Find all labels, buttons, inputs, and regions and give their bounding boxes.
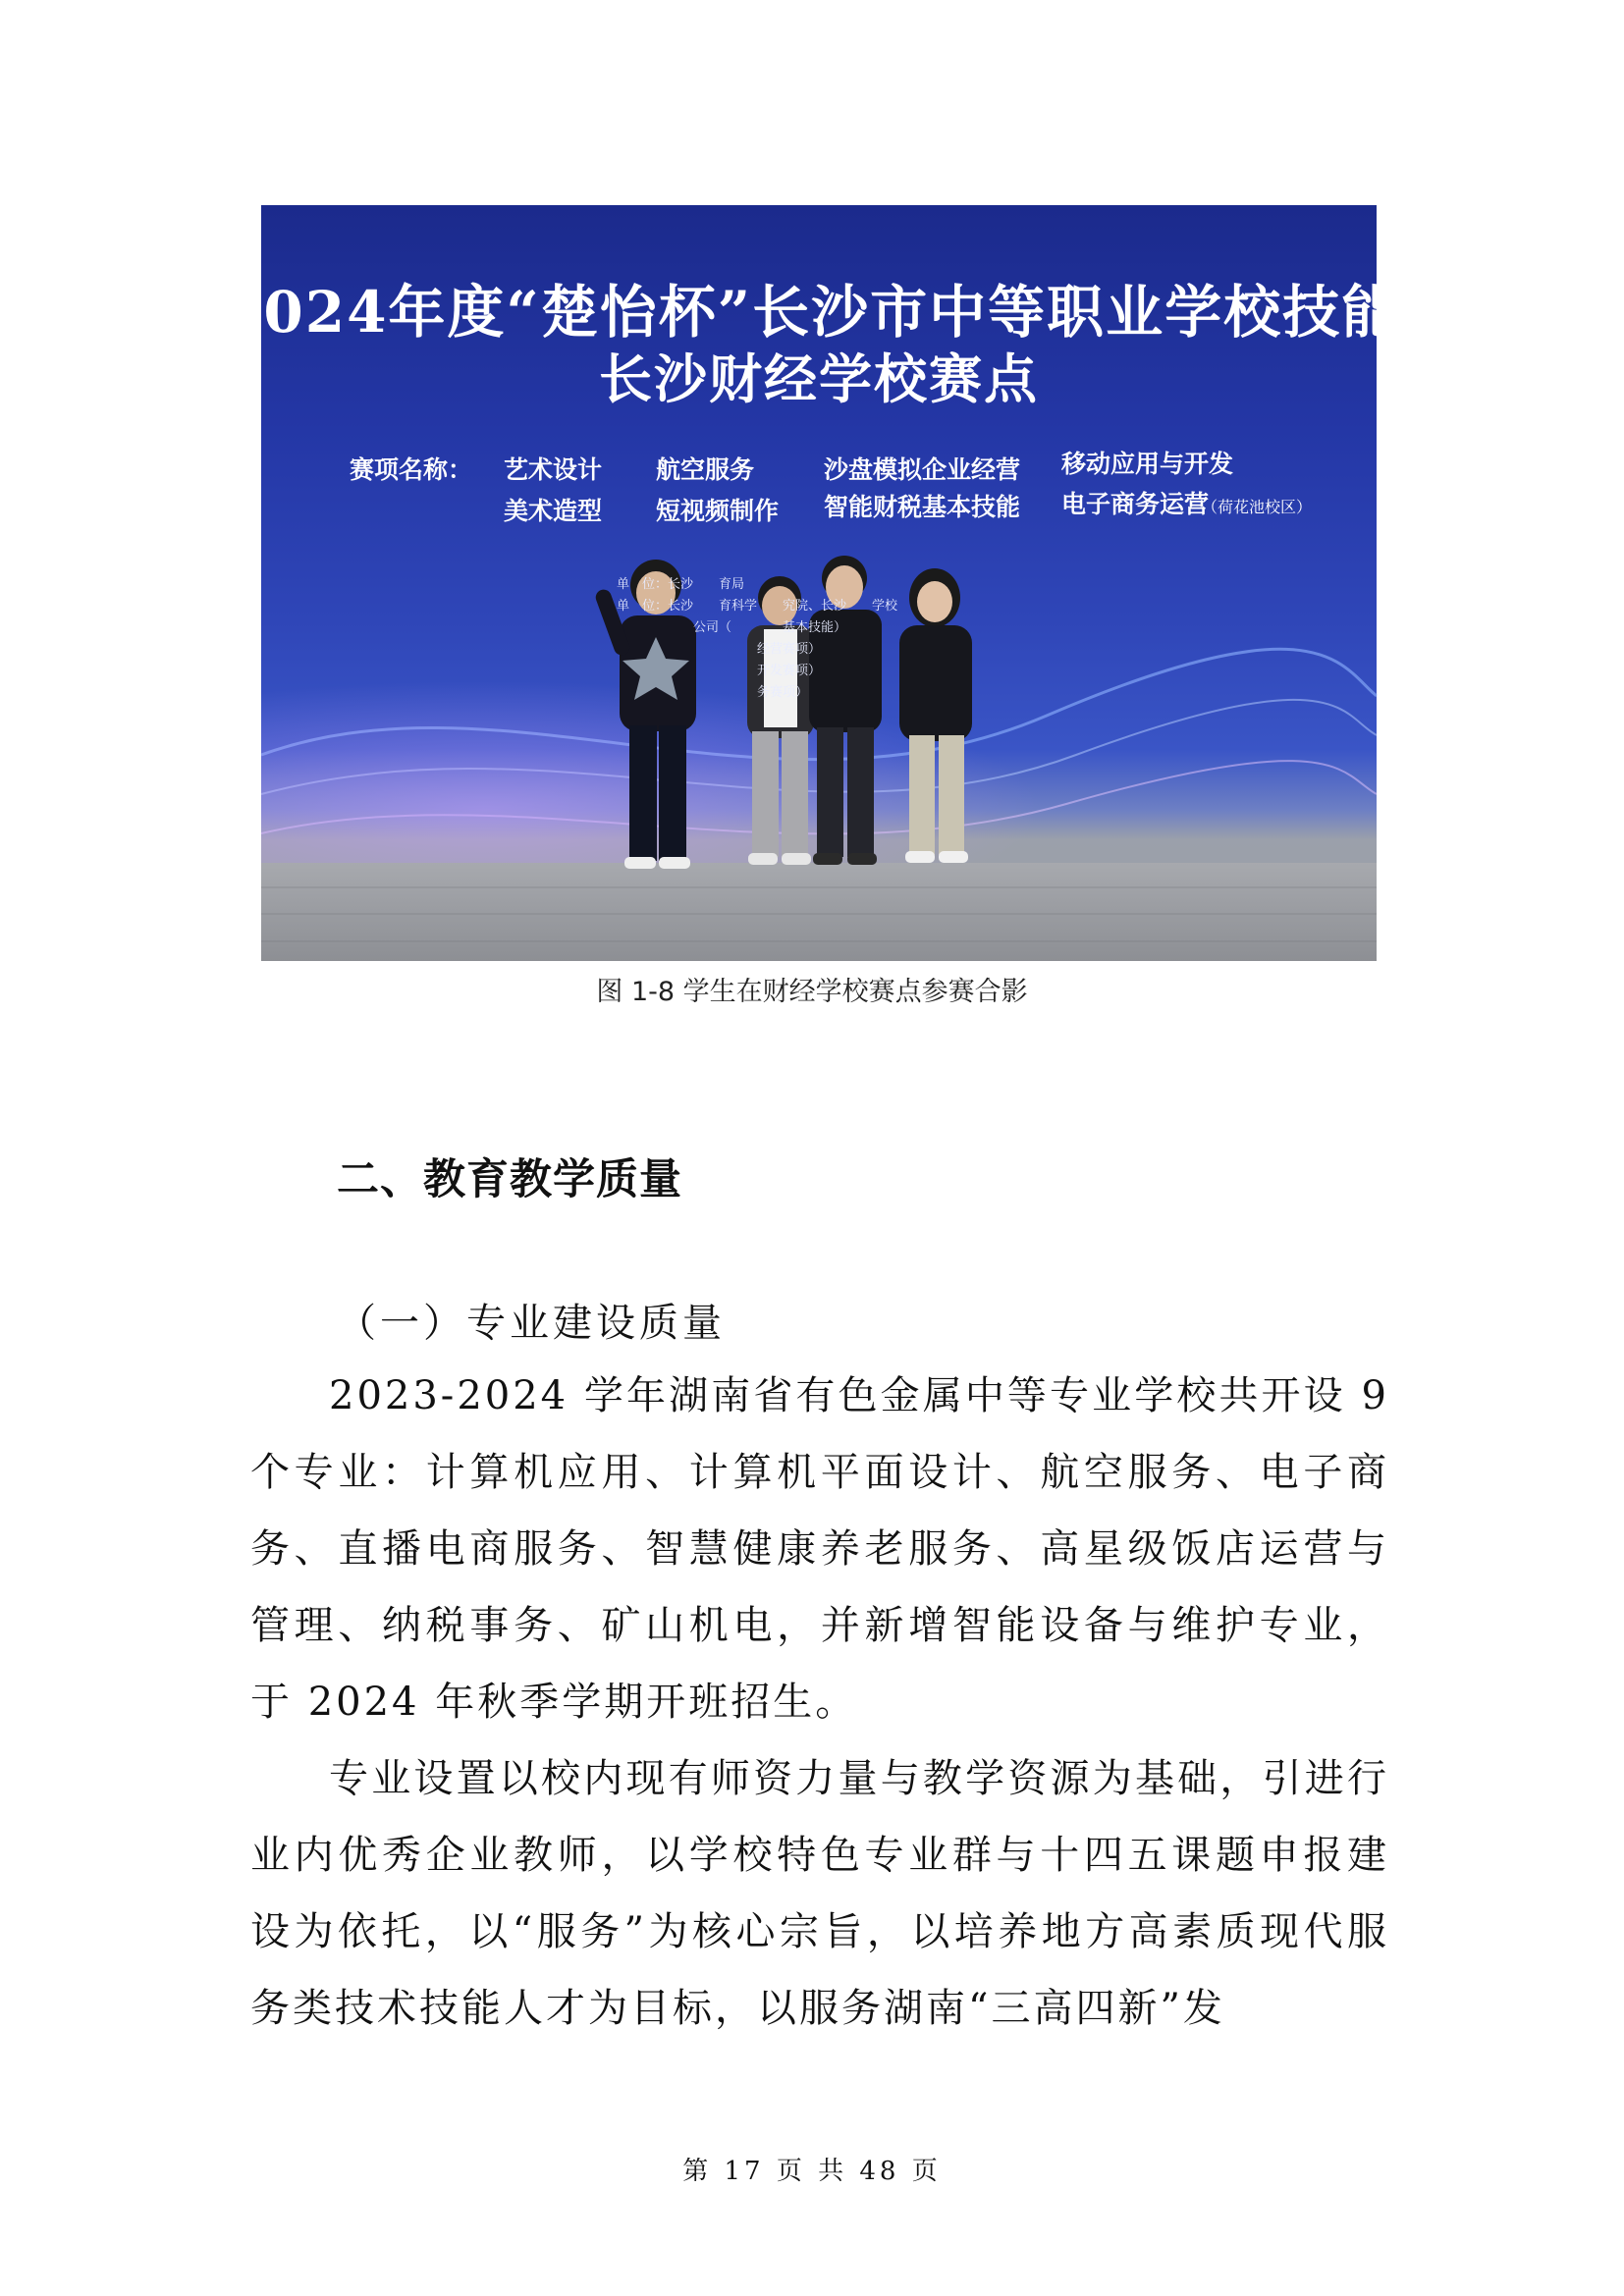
- section-title: 二、教育教学质量: [337, 1155, 682, 1204]
- event-item: 智能财税基本技能: [824, 493, 1021, 521]
- organizer-line: 开发赛项）: [617, 664, 822, 678]
- event-item: 移动应用与开发: [1061, 450, 1234, 478]
- body-paragraph: 2023-2024 学年湖南省有色金属中等专业学校共开设 9 个专业：计算机应用、计算机平面设计、航空服务、电子商务、直播电商服务、智慧健康养老服务、高星级饭店运营与管理、纳税事务、矿山机电，并新增智能设备与维护专业，于 2024 年秋季学期开班招生。: [250, 1373, 1389, 1725]
- organizer-line: 单 位：长沙 育局: [617, 577, 745, 592]
- page-footer: 第 17 页 共 48 页: [682, 2157, 942, 2186]
- banner-title: 2024年度“楚怡杯”长沙市中等职业学校技能竞赛: [222, 279, 1519, 346]
- events-label: 赛项名称：: [350, 455, 473, 484]
- event-item: 电子商务运营: [1061, 490, 1210, 518]
- organizer-line: 公司（ 基本技能）: [617, 620, 847, 635]
- organizer-line: 务赛项）: [617, 685, 809, 700]
- organizer-line: 经营赛项）: [617, 642, 822, 657]
- organizer-line: 单 位：长沙 育科学 究院、长沙 学校: [617, 599, 898, 614]
- event-item: 航空服务: [656, 455, 755, 484]
- event-item: 美术造型: [504, 497, 603, 525]
- event-item: 沙盘模拟企业经营: [824, 455, 1021, 484]
- subsection-title: （一）专业建设质量: [337, 1301, 726, 1346]
- body-paragraph: 专业设置以校内现有师资力量与教学资源为基础，引进行业内优秀企业教师，以学校特色专业群与十四五课题申报建设为依托，以“服务”为核心宗旨，以培养地方高素质现代服务类技术技能人才为目标，以服务湖南“三高四新”发: [250, 1756, 1389, 2031]
- event-item: 短视频制作: [656, 497, 780, 525]
- event-note: （荷花池校区）: [1202, 498, 1313, 516]
- event-item: 艺术设计: [504, 455, 603, 484]
- competition-photo: [222, 205, 1519, 961]
- figure-caption: 图 1-8 学生在财经学校赛点参赛合影: [596, 977, 1028, 1007]
- banner-subtitle: 长沙财经学校赛点: [599, 347, 1039, 410]
